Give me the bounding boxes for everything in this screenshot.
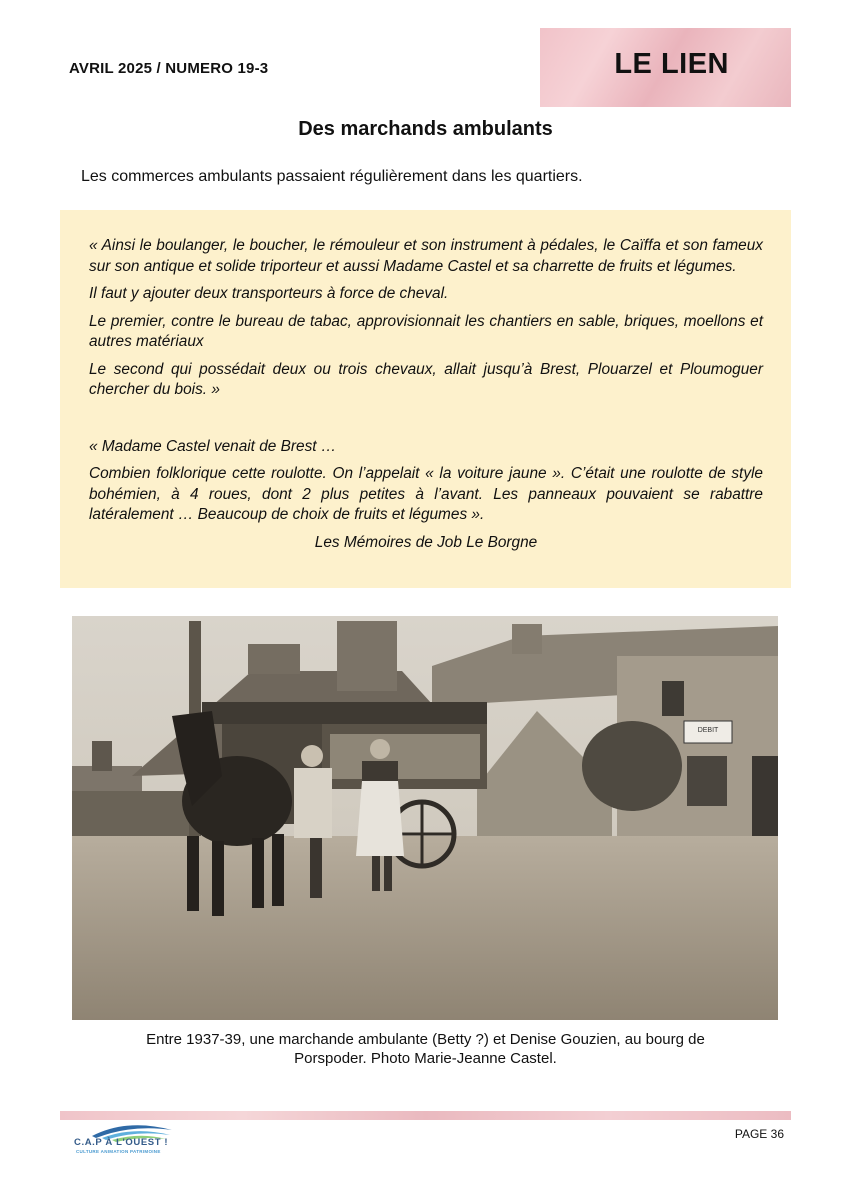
article-intro: Les commerces ambulants passaient régulièrement dans les quartiers. xyxy=(81,168,583,185)
quote-paragraph: « Madame Castel venait de Brest … xyxy=(89,437,337,455)
logo-tagline: CULTURE ANIMATION PATRIMOINE xyxy=(76,1149,161,1154)
masthead-title: LE LIEN xyxy=(614,48,729,80)
article-title: Des marchands ambulants xyxy=(298,118,553,140)
historic-photo xyxy=(72,616,778,1020)
quote-box xyxy=(60,210,791,588)
quote-paragraph: Le premier, contre le bureau de tabac, approvisionnait les chantiers en sable, briques, moellons et autres matériaux xyxy=(89,312,763,350)
quote-text xyxy=(89,236,763,560)
page-number: PAGE 36 xyxy=(734,1127,784,1141)
masthead-banner xyxy=(540,28,791,107)
quote-spacer xyxy=(89,408,763,437)
footer-divider xyxy=(60,1111,791,1120)
issue-date: AVRIL 2025 / NUMERO 19-3 xyxy=(69,60,269,77)
quote-paragraph: Il faut y ajouter deux transporteurs à force de cheval. xyxy=(89,285,449,302)
logo-name: C.A.P À L'OUEST ! xyxy=(74,1137,169,1148)
photo-caption-line: Entre 1937-39, une marchande ambulante (Betty ?) et Denise Gouzien, au bourg de xyxy=(146,1031,705,1048)
quote-paragraph: Combien folklorique cette roulotte. On l’appelait « la voiture jaune ». C’était une roulotte de style bohémien, à 4 roues, dont 2 plus petites à l’avant. Les panneaux pouvaient se rabattre latéralement … Beaucoup de choix de fruits et légumes ». xyxy=(89,465,763,523)
quote-attribution: Les Mémoires de Job Le Borgne xyxy=(314,533,538,551)
quote-paragraph: « Ainsi le boulanger, le boucher, le rémouleur et son instrument à pédales, le Caïffa et son fameux sur son antique et solide triporteur et aussi Madame Castel et sa charrette de fruits et légumes. xyxy=(89,237,763,275)
shop-sign-text: DEBIT xyxy=(697,727,719,734)
photo-caption xyxy=(60,1030,791,1068)
photo-caption-line: Porspoder. Photo Marie-Jeanne Castel. xyxy=(294,1050,557,1067)
quote-paragraph: Le second qui possédait deux ou trois chevaux, allait jusqu’à Brest, Plouarzel et Ploumoguer chercher du bois. » xyxy=(89,360,763,398)
